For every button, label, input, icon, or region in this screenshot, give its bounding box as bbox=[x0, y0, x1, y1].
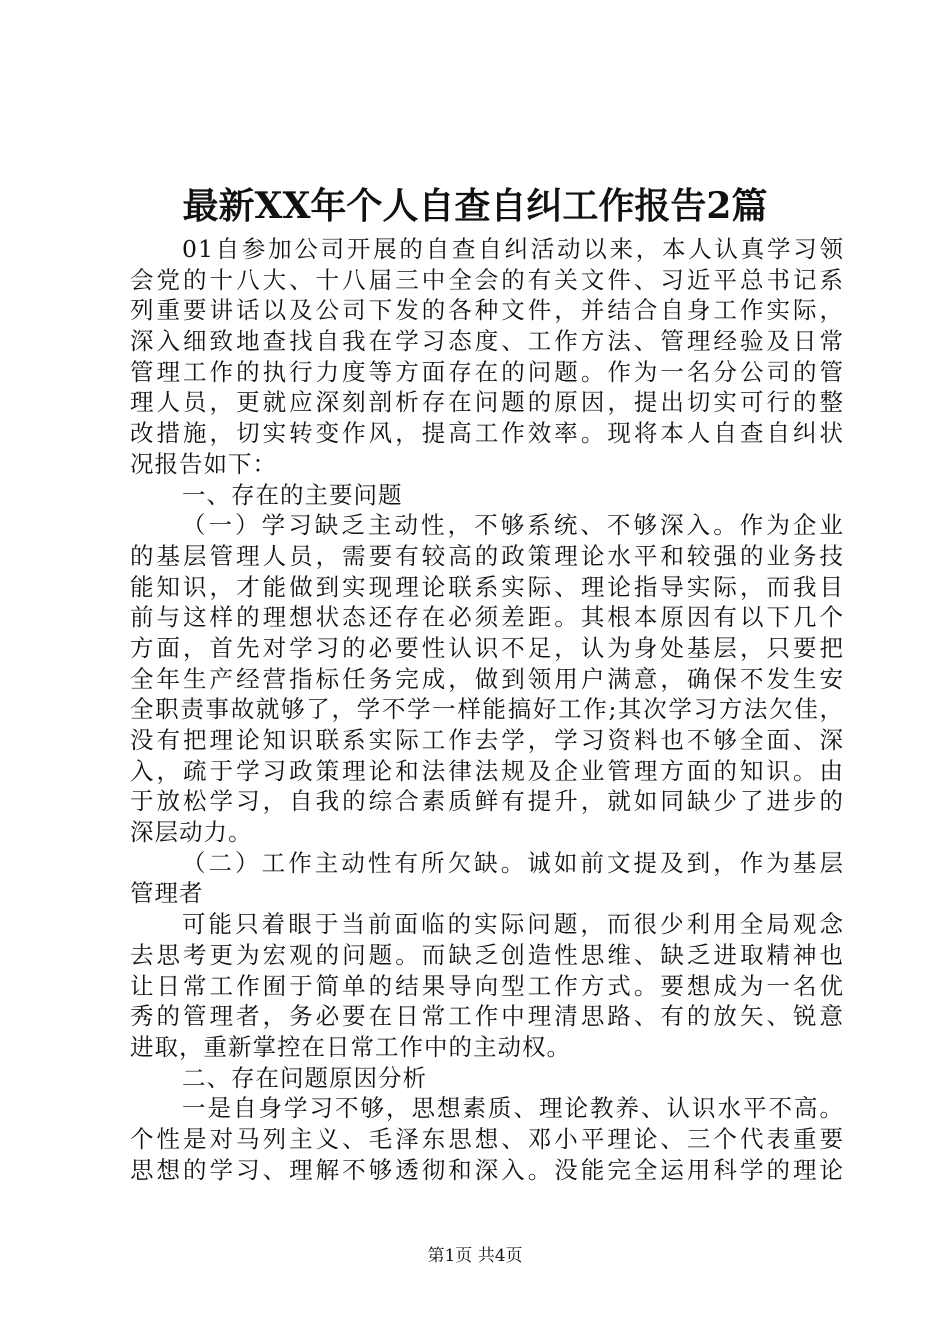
body-line: 去思考更为宏观的问题。而缺乏创造性思维、缺乏进取精神也 bbox=[130, 940, 844, 969]
body-line: 理人员，更就应深刻剖析存在问题的原因，提出切实可行的整 bbox=[130, 388, 844, 417]
body-line: 能知识，才能做到实现理论联系实际、理论指导实际，而我目 bbox=[130, 572, 844, 601]
body-line: 列重要讲话以及公司下发的各种文件，并结合自身工作实际， bbox=[130, 296, 844, 325]
body-line: 秀的管理者，务必要在日常工作中理清思路、有的放矢、锐意 bbox=[130, 1002, 844, 1031]
body-line: 没有把理论知识联系实际工作去学，学习资料也不够全面、深 bbox=[130, 726, 844, 754]
body-line: 个性是对马列主义、毛泽东思想、邓小平理论、三个代表重要 bbox=[130, 1124, 844, 1153]
body-line: 让日常工作囿于简单的结果导向型工作方式。要想成为一名优 bbox=[130, 971, 844, 1000]
body-line: 一、存在的主要问题 bbox=[182, 480, 403, 509]
body-line: 深入细致地查找自我在学习态度、工作方法、管理经验及日常 bbox=[130, 327, 844, 356]
document-body bbox=[130, 234, 844, 1185]
body-line: （二）工作主动性有所欠缺。诚如前文提及到，作为基层 bbox=[182, 848, 844, 877]
body-line: 改措施，切实转变作风，提高工作效率。现将本人自查自纠状 bbox=[130, 419, 844, 448]
body-line: 全职责事故就够了，学不学一样能搞好工作;其次学习方法欠佳， bbox=[130, 695, 844, 724]
body-line: 前与这样的理想状态还存在必须差距。其根本原因有以下几个 bbox=[130, 603, 844, 632]
document-title: 最新XX年个人自查自纠工作报告2篇 bbox=[182, 185, 768, 227]
body-line: 进取，重新掌控在日常工作中的主动权。 bbox=[130, 1032, 571, 1061]
body-line: 一是自身学习不够，思想素质、理论教养、认识水平不高。 bbox=[182, 1094, 844, 1123]
body-line: 会党的十八大、十八届三中全会的有关文件、习近平总书记系 bbox=[130, 265, 844, 294]
body-line: 深层动力。 bbox=[130, 818, 253, 847]
body-line: 思想的学习、理解不够透彻和深入。没能完全运用科学的理论 bbox=[130, 1155, 844, 1184]
body-line: 二、存在问题原因分析 bbox=[182, 1063, 427, 1092]
body-line: 可能只着眼于当前面临的实际问题，而很少利用全局观念 bbox=[182, 910, 844, 939]
body-line: 的基层管理人员，需要有较高的政策理论水平和较强的业务技 bbox=[130, 541, 844, 570]
body-line: （一）学习缺乏主动性，不够系统、不够深入。作为企业 bbox=[182, 511, 844, 540]
body-line: 方面，首先对学习的必要性认识不足，认为身处基层，只要把 bbox=[130, 633, 844, 662]
body-line: 管理者 bbox=[130, 879, 204, 908]
body-line: 01自参加公司开展的自查自纠活动以来，本人认真学习领 bbox=[182, 235, 844, 263]
body-line: 于放松学习，自我的综合素质鲜有提升，就如同缺少了进步的 bbox=[130, 787, 844, 816]
body-line: 全年生产经营指标任务完成，做到领用户满意，确保不发生安 bbox=[130, 664, 844, 693]
body-line: 管理工作的执行力度等方面存在的问题。作为一名分公司的管 bbox=[130, 357, 844, 386]
page-footer: 第1页 共4页 bbox=[427, 1246, 523, 1266]
body-line: 入，疏于学习政策理论和法律法规及企业管理方面的知识。由 bbox=[130, 756, 844, 785]
body-line: 况报告如下： bbox=[130, 449, 277, 478]
